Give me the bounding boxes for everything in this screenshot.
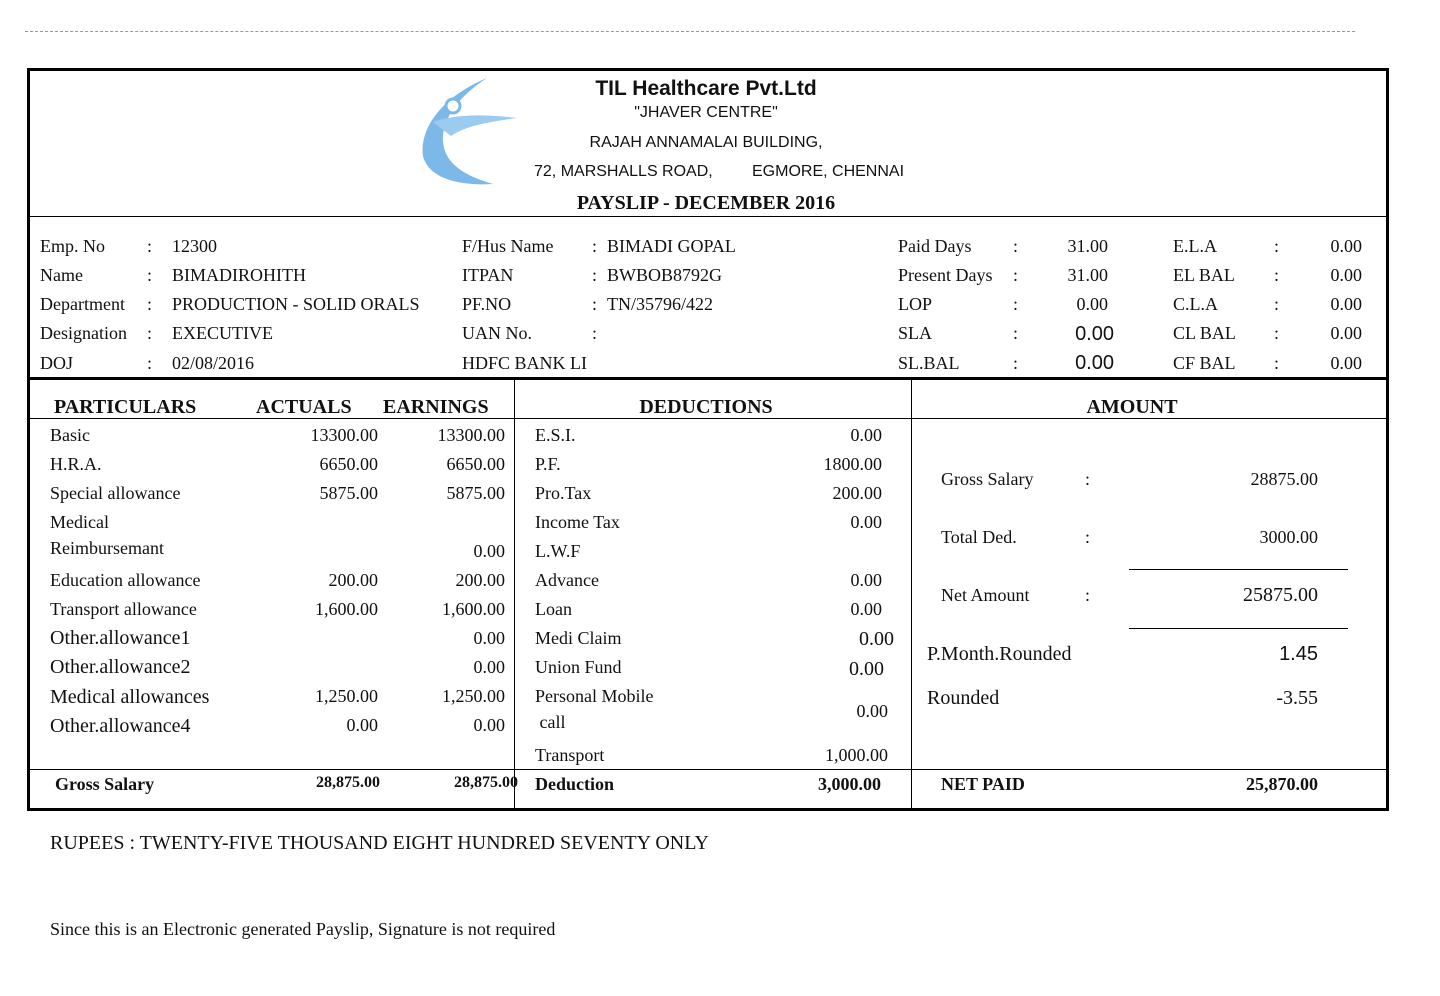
- summary-net-value: 25875.00: [1243, 584, 1318, 606]
- cl-bal-sep: :: [1274, 323, 1280, 343]
- total-gross-label: Gross Salary: [55, 774, 155, 794]
- earning-name: H.R.A.: [50, 454, 102, 474]
- designation-value: EXECUTIVE: [172, 323, 273, 343]
- designation-sep: :: [147, 323, 153, 343]
- earning-amount: 1,600.00: [442, 599, 505, 619]
- earning-amount: 200.00: [455, 570, 505, 590]
- signature-note: Since this is an Electronic generated Payslip, Signature is not required: [50, 919, 556, 939]
- fhus-name-value: BIMADI GOPAL: [607, 236, 736, 256]
- summary-pmonth-value: 1.45: [1279, 643, 1318, 665]
- deduction-name: P.F.: [535, 454, 561, 474]
- cla-value: 0.00: [1330, 294, 1362, 314]
- itpan-sep: :: [592, 265, 598, 285]
- deduction-value: 1800.00: [823, 454, 882, 474]
- deduction-name: Transport: [535, 745, 605, 765]
- total-gross-actual: 28,875.00: [316, 774, 380, 791]
- ela-value: 0.00: [1330, 236, 1362, 256]
- name-value: BIMADIROHITH: [172, 265, 306, 285]
- earning-name: Medical allowances: [50, 686, 210, 708]
- company-address-line2: RAJAH ANNAMALAI BUILDING,: [589, 134, 823, 151]
- sl-bal-sep: :: [1013, 353, 1019, 373]
- payslip-title: PAYSLIP - DECEMBER 2016: [576, 192, 836, 214]
- cla-sep: :: [1274, 294, 1280, 314]
- total-deduction-value: 3,000.00: [818, 774, 881, 794]
- total-gross-earning: 28,875.00: [454, 774, 518, 791]
- deduction-value: 0.00: [850, 599, 882, 619]
- summary-gross-value: 28875.00: [1250, 469, 1318, 489]
- summary-ded-sep: :: [1085, 527, 1091, 547]
- cf-bal-value: 0.00: [1330, 353, 1362, 373]
- itpan-value: BWBOB8792G: [607, 265, 723, 285]
- summary-line-top: [1129, 569, 1348, 570]
- earning-name: Transport allowance: [50, 599, 197, 619]
- emp-no-label: Emp. No: [40, 236, 105, 256]
- ela-sep: :: [1274, 236, 1280, 256]
- earning-name: Basic: [50, 425, 90, 445]
- earning-actual: 1,600.00: [315, 599, 378, 619]
- earning-actual: 6650.00: [319, 454, 378, 474]
- deduction-value: 0.00: [850, 512, 882, 532]
- deduction-name: Advance: [535, 570, 599, 590]
- cf-bal-label: CF BAL: [1173, 353, 1236, 373]
- deduction-value: 0.00: [859, 628, 894, 650]
- el-bal-sep: :: [1274, 265, 1280, 285]
- company-name: TIL Healthcare Pvt.Ltd: [595, 77, 817, 100]
- dashed-separator: [25, 31, 1355, 32]
- emp-no-value: 12300: [172, 236, 217, 256]
- summary-ded-label: Total Ded.: [941, 527, 1017, 547]
- summary-ded-value: 3000.00: [1259, 527, 1318, 547]
- cl-bal-value: 0.00: [1330, 323, 1362, 343]
- pf-no-sep: :: [592, 294, 598, 314]
- doj-sep: :: [147, 353, 153, 373]
- el-bal-value: 0.00: [1330, 265, 1362, 285]
- earning-amount: 0.00: [473, 628, 505, 648]
- cl-bal-label: CL BAL: [1173, 323, 1236, 343]
- name-sep: :: [147, 265, 153, 285]
- paid-days-label: Paid Days: [898, 236, 972, 256]
- pf-no-value: TN/35796/422: [607, 294, 713, 314]
- company-address-line3a: 72, MARSHALLS ROAD,: [534, 163, 713, 180]
- department-sep: :: [147, 294, 153, 314]
- deduction-value: 200.00: [832, 483, 882, 503]
- paid-days-sep: :: [1013, 236, 1019, 256]
- cla-label: C.L.A: [1173, 294, 1218, 314]
- earning-name: Other.allowance2: [50, 656, 191, 678]
- earning-actual: 200.00: [328, 570, 378, 590]
- deduction-name-cont: call: [535, 712, 566, 732]
- net-paid-value: 25,870.00: [1246, 774, 1318, 794]
- emp-no-sep: :: [147, 236, 153, 256]
- present-days-label: Present Days: [898, 265, 993, 285]
- deduction-value: 1,000.00: [825, 745, 888, 765]
- lop-label: LOP: [898, 294, 933, 314]
- earning-name: Special allowance: [50, 483, 181, 503]
- lop-value: 0.00: [1076, 294, 1108, 314]
- ela-label: E.L.A: [1173, 236, 1217, 256]
- total-deduction-label: Deduction: [535, 774, 615, 794]
- summary-line-bottom: [1129, 628, 1348, 629]
- header-amount: AMOUNT: [1086, 396, 1178, 418]
- earning-amount: 13300.00: [437, 425, 505, 445]
- deduction-value: 0.00: [850, 570, 882, 590]
- deduction-value: 0.00: [849, 658, 884, 680]
- header-deductions: DEDUCTIONS: [639, 396, 773, 418]
- deduction-name: Medi Claim: [535, 628, 622, 648]
- deductions-amount-divider: [911, 379, 912, 811]
- earning-amount: 0.00: [473, 657, 505, 677]
- sl-bal-value: 0.00: [1075, 352, 1114, 374]
- fhus-name-sep: :: [592, 236, 598, 256]
- doj-value: 02/08/2016: [172, 353, 255, 373]
- present-days-sep: :: [1013, 265, 1019, 285]
- company-address-line1: "JHAVER CENTRE": [634, 104, 778, 121]
- deduction-name: L.W.F: [535, 541, 581, 561]
- uan-no-sep: :: [592, 323, 598, 343]
- details-divider: [28, 377, 1389, 380]
- name-label: Name: [40, 265, 83, 285]
- summary-rounded-value: -3.55: [1276, 687, 1318, 709]
- summary-net-label: Net Amount: [941, 585, 1030, 605]
- deduction-value: 0.00: [850, 425, 882, 445]
- summary-pmonth-label: P.Month.Rounded: [927, 643, 1072, 665]
- doj-label: DOJ: [40, 353, 74, 373]
- deduction-name: Income Tax: [535, 512, 620, 532]
- company-address-line3b: EGMORE, CHENNAI: [752, 163, 905, 180]
- summary-gross-label: Gross Salary: [941, 469, 1034, 489]
- bank-label: HDFC BANK LI: [462, 353, 588, 373]
- itpan-label: ITPAN: [462, 265, 514, 285]
- fhus-name-label: F/Hus Name: [462, 236, 554, 256]
- earning-name: Medical: [50, 512, 109, 532]
- header-earnings: EARNINGS: [383, 396, 489, 418]
- earning-actual: 0.00: [346, 715, 378, 735]
- earning-amount: 0.00: [473, 715, 505, 735]
- header-actuals: ACTUALS: [256, 396, 352, 418]
- earning-name: Other.allowance1: [50, 627, 191, 649]
- earning-name-cont: Reimbursemant: [50, 538, 164, 558]
- earning-amount: 0.00: [473, 541, 505, 561]
- deduction-name: E.S.I.: [535, 425, 576, 445]
- earning-name: Education allowance: [50, 570, 201, 590]
- earning-actual: 13300.00: [310, 425, 378, 445]
- summary-rounded-label: Rounded: [927, 687, 1000, 709]
- deduction-name: Pro.Tax: [535, 483, 592, 503]
- department-label: Department: [40, 294, 125, 314]
- deduction-name: Personal Mobile: [535, 686, 654, 706]
- earning-amount: 1,250.00: [442, 686, 505, 706]
- present-days-value: 31.00: [1067, 265, 1108, 285]
- company-logo-icon: [415, 76, 520, 188]
- deduction-name: Loan: [535, 599, 572, 619]
- sla-sep: :: [1013, 323, 1019, 343]
- cf-bal-sep: :: [1274, 353, 1280, 373]
- earnings-deductions-divider: [514, 379, 515, 811]
- summary-net-sep: :: [1085, 585, 1091, 605]
- net-paid-label: NET PAID: [941, 774, 1025, 794]
- designation-label: Designation: [40, 323, 127, 343]
- paid-days-value: 31.00: [1067, 236, 1108, 256]
- pf-no-label: PF.NO: [462, 294, 512, 314]
- sla-value: 0.00: [1075, 323, 1114, 345]
- earning-amount: 5875.00: [446, 483, 505, 503]
- summary-gross-sep: :: [1085, 469, 1091, 489]
- el-bal-label: EL BAL: [1173, 265, 1235, 285]
- earning-amount: 6650.00: [446, 454, 505, 474]
- earning-actual: 1,250.00: [315, 686, 378, 706]
- header-particulars: PARTICULARS: [54, 396, 197, 418]
- header-divider: [28, 216, 1389, 217]
- totals-divider: [28, 769, 1389, 770]
- uan-no-label: UAN No.: [462, 323, 532, 343]
- amount-in-words: RUPEES : TWENTY-FIVE THOUSAND EIGHT HUNDRED SEVENTY ONLY: [50, 832, 709, 854]
- earning-actual: 5875.00: [319, 483, 378, 503]
- deduction-value: 0.00: [856, 701, 888, 721]
- department-value: PRODUCTION - SOLID ORALS: [172, 294, 420, 314]
- sl-bal-label: SL.BAL: [898, 353, 960, 373]
- deduction-name: Union Fund: [535, 657, 622, 677]
- lop-sep: :: [1013, 294, 1019, 314]
- earning-name: Other.allowance4: [50, 715, 191, 737]
- sla-label: SLA: [898, 323, 933, 343]
